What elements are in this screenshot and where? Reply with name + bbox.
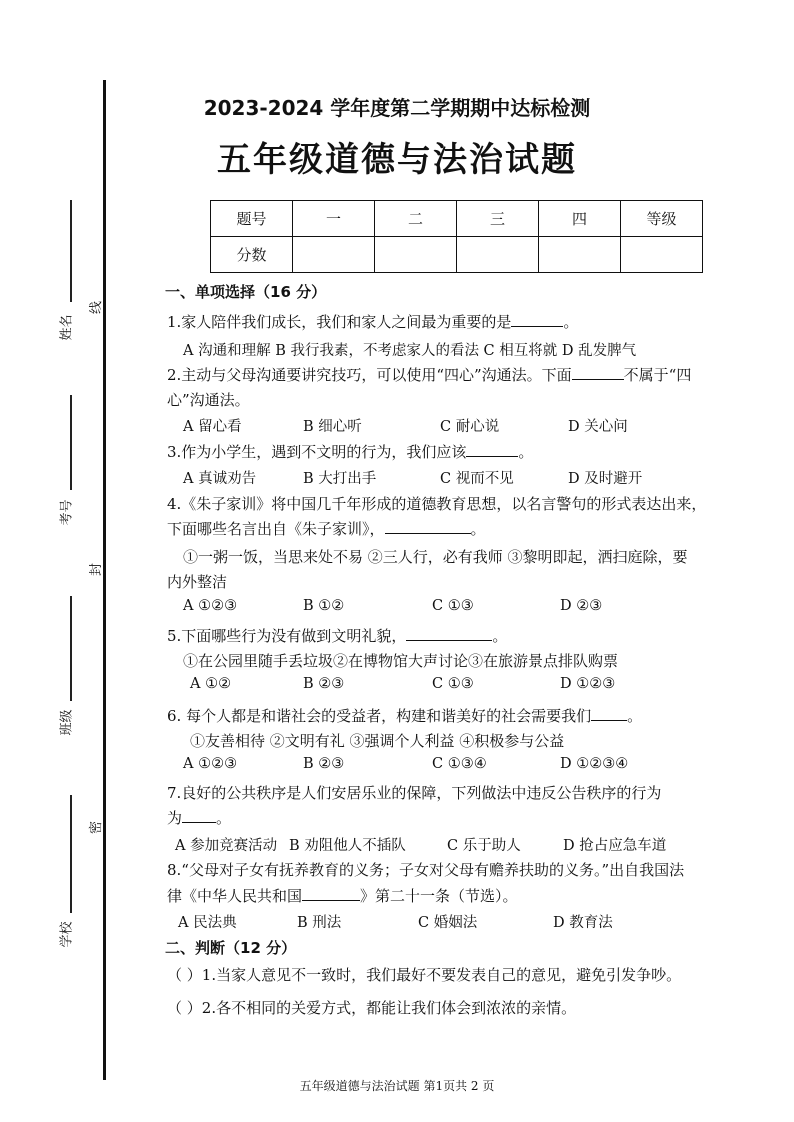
question-6-end: 。	[627, 707, 643, 725]
section-1-heading: 一、单项选择（16 分）	[165, 283, 327, 301]
answer-blank	[591, 706, 627, 721]
option-b: B 细心听	[303, 419, 362, 435]
school-blank	[70, 795, 72, 913]
page-footer: 五年级道德与法治试题 第1页共 2 页	[299, 1079, 495, 1093]
binding-line	[103, 80, 106, 1080]
judgement-1	[167, 964, 681, 985]
option-a: A ①②	[190, 676, 232, 692]
name-label: 姓名	[59, 314, 75, 341]
answer-blank	[406, 626, 492, 641]
question-3-end: 。	[518, 443, 534, 461]
option-c: C ①③	[432, 676, 474, 692]
option-b: B 刑法	[297, 915, 342, 931]
question-2-stem-end: 心”沟通法。	[167, 391, 250, 409]
question-4-stem-line-2: 下面哪些名言出自《朱子家训》，	[167, 520, 385, 538]
question-2-stem-cont: 不属于“四	[623, 366, 692, 384]
question-7-stem: 7.良好的公共秩序是人们安居乐业的保障，下列做法中违反公告秩序的行为	[167, 784, 662, 802]
score-table-header-cell: 二	[375, 201, 457, 237]
question-5-end: 。	[492, 627, 508, 645]
question-8-stem-line-2: 律《中华人民共和国	[167, 887, 303, 905]
question-7-stem-line-2: 为	[167, 809, 183, 827]
judgement-2-text: 2.各不相同的关爱方式，都能让我们体会到浓浓的亲情。	[201, 999, 577, 1017]
question-8-stem: 8.“父母对子女有抚养教育的义务；子女对父母有赡养扶助的义务。”出自我国法	[167, 861, 685, 879]
option-c: C 乐于助人	[447, 838, 521, 854]
option-a: A 参加竞赛活动	[175, 838, 278, 854]
question-1	[167, 311, 578, 332]
class-blank	[70, 596, 72, 701]
score-table-header-cell: 等级	[621, 201, 703, 237]
option-a: A 真诚劝告	[183, 471, 257, 487]
option-a: A 民法典	[178, 915, 237, 931]
question-2	[167, 364, 691, 385]
answer-blank	[511, 312, 563, 327]
seal-mark: 封	[89, 562, 105, 577]
option-c: C 耐心说	[440, 419, 500, 435]
answer-blank	[182, 808, 216, 823]
score-cell	[457, 237, 539, 273]
question-2-stem: 2.主动与父母沟通要讲究技巧，可以使用“四心”沟通法。下面	[167, 366, 572, 384]
score-table-header-cell: 三	[457, 201, 539, 237]
option-d: D 抢占应急车道	[563, 838, 667, 854]
exam-number-blank	[70, 395, 72, 490]
question-4-items-cont: 内外整洁	[167, 573, 228, 591]
option-a: A ①②③	[183, 598, 238, 614]
option-c: C 婚姻法	[418, 915, 478, 931]
question-7-end: 。	[216, 809, 232, 827]
secret-mark: 密	[89, 820, 105, 835]
option-b: B 劝阻他人不插队	[289, 838, 406, 854]
option-d: D ①②③④	[560, 756, 629, 772]
answer-blank	[572, 365, 624, 380]
score-table	[210, 200, 703, 273]
question-3	[167, 441, 533, 462]
score-table-header-cell: 一	[293, 201, 375, 237]
question-8-stem-cont	[167, 885, 518, 906]
question-1-end: 。	[563, 313, 579, 331]
question-5-items: ①在公园里随手丢垃圾②在博物馆大声讨论③在旅游景点排队购票	[183, 652, 619, 670]
score-table-header-row	[211, 201, 703, 237]
question-8-end: 》第二十一条（节选）。	[360, 887, 518, 905]
score-cell	[375, 237, 457, 273]
option-b: B ②③	[303, 756, 345, 772]
question-6-items: ①友善相待 ②文明有礼 ③强调个人利益 ④积极参与公益	[190, 732, 565, 750]
exam-term-title: 2023-2024 学年度第二学期期中达标检测	[203, 96, 591, 120]
judgement-1-text: 1.当家人意见不一致时，我们最好不要发表自己的意见，避免引发争吵。	[201, 966, 682, 984]
score-row-label: 分数	[211, 237, 293, 273]
line-mark: 线	[89, 300, 105, 315]
class-label: 班级	[59, 709, 75, 736]
question-4-end: 。	[470, 520, 486, 538]
option-d: D ②③	[560, 598, 603, 614]
exam-number-label: 考号	[59, 499, 75, 526]
answer-blank	[385, 519, 471, 534]
score-table-header-cell: 题号	[211, 201, 293, 237]
option-a: A ①②③	[183, 756, 238, 772]
score-table-score-row	[211, 237, 703, 273]
option-c: C ①③	[432, 598, 474, 614]
option-a: A 留心看	[183, 419, 242, 435]
answer-blank	[302, 886, 360, 901]
option-b: B 大打出手	[303, 471, 377, 487]
exam-subject-title: 五年级道德与法治试题	[217, 140, 577, 180]
option-d: D 及时避开	[568, 471, 643, 487]
judgement-2	[167, 997, 576, 1018]
option-c: C ①③④	[432, 756, 487, 772]
question-6	[167, 705, 642, 726]
answer-bracket: （ ）	[167, 966, 202, 984]
score-cell	[539, 237, 621, 273]
section-2-heading: 二、判断（12 分）	[165, 939, 297, 957]
score-cell	[293, 237, 375, 273]
option-c: C 视而不见	[440, 471, 514, 487]
question-4-items: ①一粥一饭，当思来处不易 ②三人行，必有我师 ③黎明即起，洒扫庭除，要	[183, 548, 688, 566]
answer-bracket: （ ）	[167, 999, 202, 1017]
question-3-stem: 3.作为小学生，遇到不文明的行为，我们应该	[167, 443, 467, 461]
school-label: 学校	[59, 921, 75, 948]
question-1-options: A 沟通和理解 B 我行我素，不考虑家人的看法 C 相互将就 D 乱发脾气	[183, 343, 637, 359]
question-5	[167, 625, 507, 646]
option-d: D 教育法	[553, 915, 613, 931]
option-d: D ①②③	[560, 676, 616, 692]
score-table-header-cell: 四	[539, 201, 621, 237]
question-1-stem: 1.家人陪伴我们成长，我们和家人之间最为重要的是	[167, 313, 512, 331]
score-cell	[621, 237, 703, 273]
option-b: B ①②	[303, 598, 345, 614]
question-6-stem: 6. 每个人都是和谐社会的受益者，构建和谐美好的社会需要我们	[167, 707, 592, 725]
question-7-stem-cont	[167, 807, 231, 828]
question-5-stem: 5.下面哪些行为没有做到文明礼貌，	[167, 627, 407, 645]
option-b: B ②③	[303, 676, 345, 692]
option-d: D 关心问	[568, 419, 628, 435]
question-4-stem-cont	[167, 518, 486, 539]
name-blank	[70, 200, 72, 302]
question-4-stem: 4.《朱子家训》将中国几千年形成的道德教育思想，以名言警句的形式表达出来，	[167, 495, 707, 513]
answer-blank	[466, 442, 518, 457]
